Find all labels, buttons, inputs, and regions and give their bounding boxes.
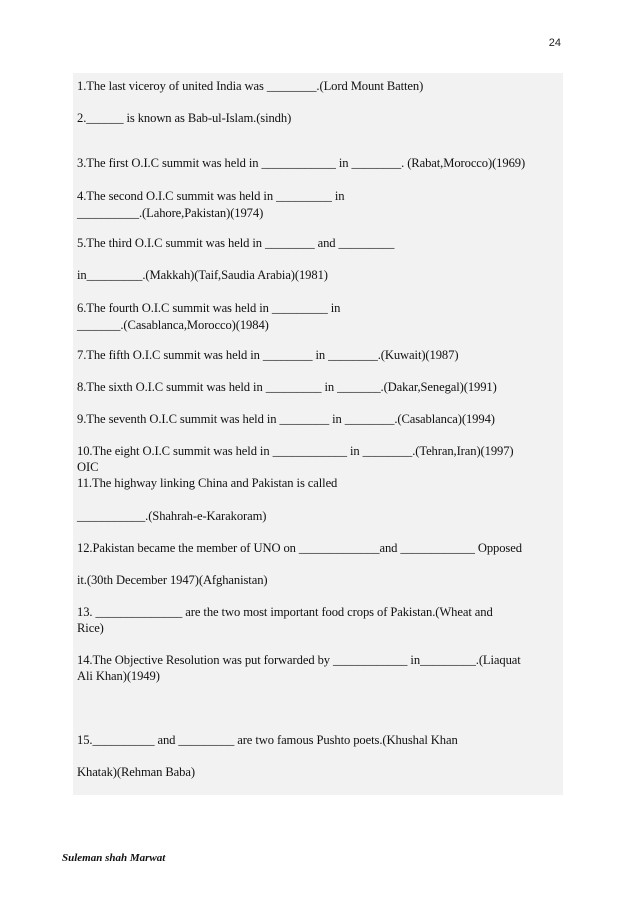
question-line: Ali Khan)(1949) — [77, 669, 160, 683]
question-line: 8.The sixth O.I.C summit was held in _________ in _______.(Dakar,Senegal)(1991) — [77, 380, 497, 394]
question-line: 1.The last viceroy of united India was ________.(Lord Mount Batten) — [77, 79, 424, 93]
author-footer: Suleman shah Marwat — [62, 852, 166, 864]
question-line: 7.The fifth O.I.C summit was held in ________ in ________.(Kuwait)(1987) — [77, 348, 459, 362]
question-line: Khatak)(Rehman Baba) — [77, 765, 195, 779]
question-line: 6.The fourth O.I.C summit was held in _________ in — [77, 301, 341, 315]
question-line: __________.(Lahore,Pakistan)(1974) — [77, 206, 264, 220]
question-line: it.(30th December 1947)(Afghanistan) — [77, 573, 268, 587]
question-line: 5.The third O.I.C summit was held in ________ and _________ — [77, 236, 395, 250]
question-line: 12.Pakistan became the member of UNO on _____________and ____________ Opposed — [77, 541, 522, 555]
question-line: 13. ______________ are the two most important food crops of Pakistan.(Wheat and — [77, 605, 493, 619]
question-block — [73, 73, 563, 795]
question-line: 11.The highway linking China and Pakistan is called — [77, 476, 338, 490]
question-line: 10.The eight O.I.C summit was held in ____________ in ________.(Tehran,Iran)(1997) — [77, 444, 514, 458]
question-line: _______.(Casablanca,Morocco)(1984) — [77, 318, 269, 332]
question-line: ___________.(Shahrah-e-Karakoram) — [77, 509, 267, 523]
question-line: OIC — [77, 460, 99, 474]
question-line: 15.__________ and _________ are two famous Pushto poets.(Khushal Khan — [77, 733, 458, 747]
question-line: Rice) — [77, 621, 104, 635]
question-line: 3.The first O.I.C summit was held in ____________ in ________. (Rabat,Morocco)(1969) — [77, 156, 526, 170]
question-line: 9.The seventh O.I.C summit was held in ________ in ________.(Casablanca)(1994) — [77, 412, 495, 426]
question-line: 14.The Objective Resolution was put forwarded by ____________ in_________.(Liaquat — [77, 653, 521, 667]
question-line: in_________.(Makkah)(Taif,Saudia Arabia)(1981) — [77, 268, 328, 282]
page-number: 24 — [548, 37, 561, 49]
question-line: 4.The second O.I.C summit was held in _________ in — [77, 189, 345, 203]
question-line: 2.______ is known as Bab-ul-Islam.(sindh) — [77, 111, 292, 125]
